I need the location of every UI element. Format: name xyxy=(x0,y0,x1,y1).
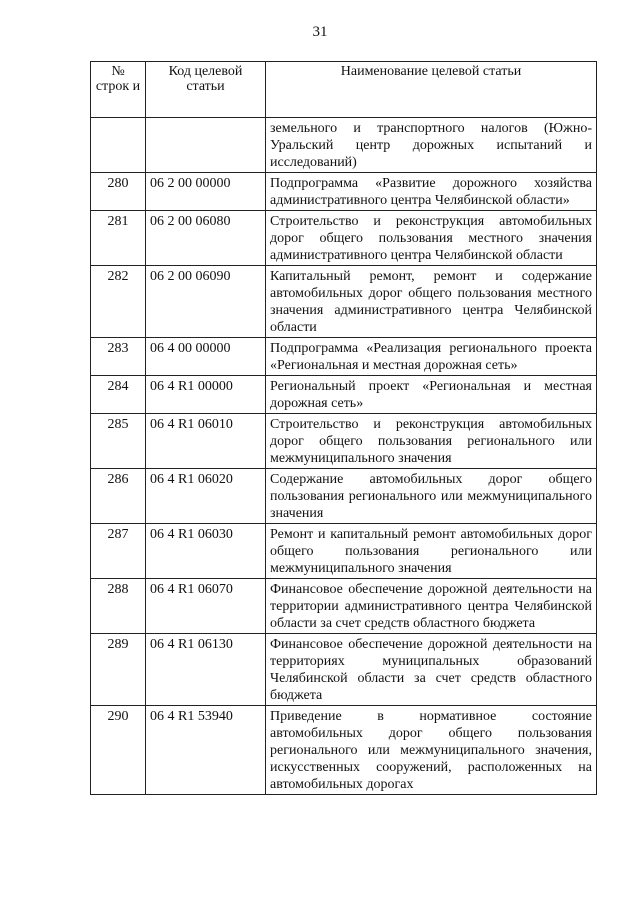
article-code-cell: 06 4 00 00000 xyxy=(146,338,266,376)
article-name-cell: Финансовое обеспечение дорожной деятельности на территориях муниципальных образований Челябинской области за счет средств областного бюджета xyxy=(266,634,597,706)
row-number-cell: 287 xyxy=(91,524,146,579)
table-header-row xyxy=(91,62,597,118)
article-name-cell: Ремонт и капитальный ремонт автомобильных дорог общего пользования регионального или межмуниципального значения xyxy=(266,524,597,579)
article-name-cell: Капитальный ремонт, ремонт и содержание автомобильных дорог общего пользования местного значения административного центра Челябинской области xyxy=(266,266,597,338)
article-code-cell: 06 4 R1 06020 xyxy=(146,469,266,524)
target-articles-table xyxy=(90,61,597,795)
table-row xyxy=(91,266,597,338)
table-row xyxy=(91,414,597,469)
article-name-cell: земельного и транспортного налогов (Южно-Уральский центр дорожных испытаний и исследований) xyxy=(266,118,597,173)
row-number-cell: 290 xyxy=(91,706,146,795)
article-code-cell: 06 4 R1 00000 xyxy=(146,376,266,414)
table-row xyxy=(91,634,597,706)
row-number-cell: 288 xyxy=(91,579,146,634)
article-name-cell: Содержание автомобильных дорог общего пользования регионального или межмуниципального значения xyxy=(266,469,597,524)
article-code-cell: 06 4 R1 06010 xyxy=(146,414,266,469)
article-code-cell: 06 4 R1 06030 xyxy=(146,524,266,579)
table-row xyxy=(91,173,597,211)
article-name-cell: Подпрограмма «Развитие дорожного хозяйства административного центра Челябинской области» xyxy=(266,173,597,211)
article-code-cell xyxy=(146,118,266,173)
article-name-cell: Строительство и реконструкция автомобильных дорог общего пользования местного значения административного центра Челябинской области xyxy=(266,211,597,266)
row-number-cell: 281 xyxy=(91,211,146,266)
article-name-cell: Региональный проект «Региональная и местная дорожная сеть» xyxy=(266,376,597,414)
article-code-cell: 06 2 00 06090 xyxy=(146,266,266,338)
article-code-cell: 06 4 R1 06070 xyxy=(146,579,266,634)
row-number-cell: 283 xyxy=(91,338,146,376)
article-code-cell: 06 2 00 06080 xyxy=(146,211,266,266)
header-row-number: № строк и xyxy=(91,62,146,118)
header-article-code: Код целевой статьи xyxy=(146,62,266,118)
article-name-cell: Приведение в нормативное состояние автомобильных дорог общего пользования регионального или межмуниципального значения, искусственных сооружений, расположенных на автомобильных дорогах xyxy=(266,706,597,795)
article-name-cell: Финансовое обеспечение дорожной деятельности на территории административного центра Челябинской области за счет средств областного бюджета xyxy=(266,579,597,634)
table-row xyxy=(91,338,597,376)
row-number-cell: 289 xyxy=(91,634,146,706)
row-number-cell: 284 xyxy=(91,376,146,414)
article-name-cell: Подпрограмма «Реализация регионального проекта «Региональная и местная дорожная сеть» xyxy=(266,338,597,376)
row-number-cell: 286 xyxy=(91,469,146,524)
row-number-cell xyxy=(91,118,146,173)
table-row xyxy=(91,579,597,634)
article-code-cell: 06 4 R1 53940 xyxy=(146,706,266,795)
row-number-cell: 285 xyxy=(91,414,146,469)
article-name-cell: Строительство и реконструкция автомобильных дорог общего пользования регионального или межмуниципального значения xyxy=(266,414,597,469)
table-row xyxy=(91,376,597,414)
article-code-cell: 06 2 00 00000 xyxy=(146,173,266,211)
table-row xyxy=(91,469,597,524)
table-row xyxy=(91,706,597,795)
header-article-name: Наименование целевой статьи xyxy=(266,62,597,118)
page-number: 31 xyxy=(312,24,328,40)
row-number-cell: 282 xyxy=(91,266,146,338)
article-code-cell: 06 4 R1 06130 xyxy=(146,634,266,706)
row-number-cell: 280 xyxy=(91,173,146,211)
table-row xyxy=(91,524,597,579)
table-row xyxy=(91,118,597,173)
table-row xyxy=(91,211,597,266)
